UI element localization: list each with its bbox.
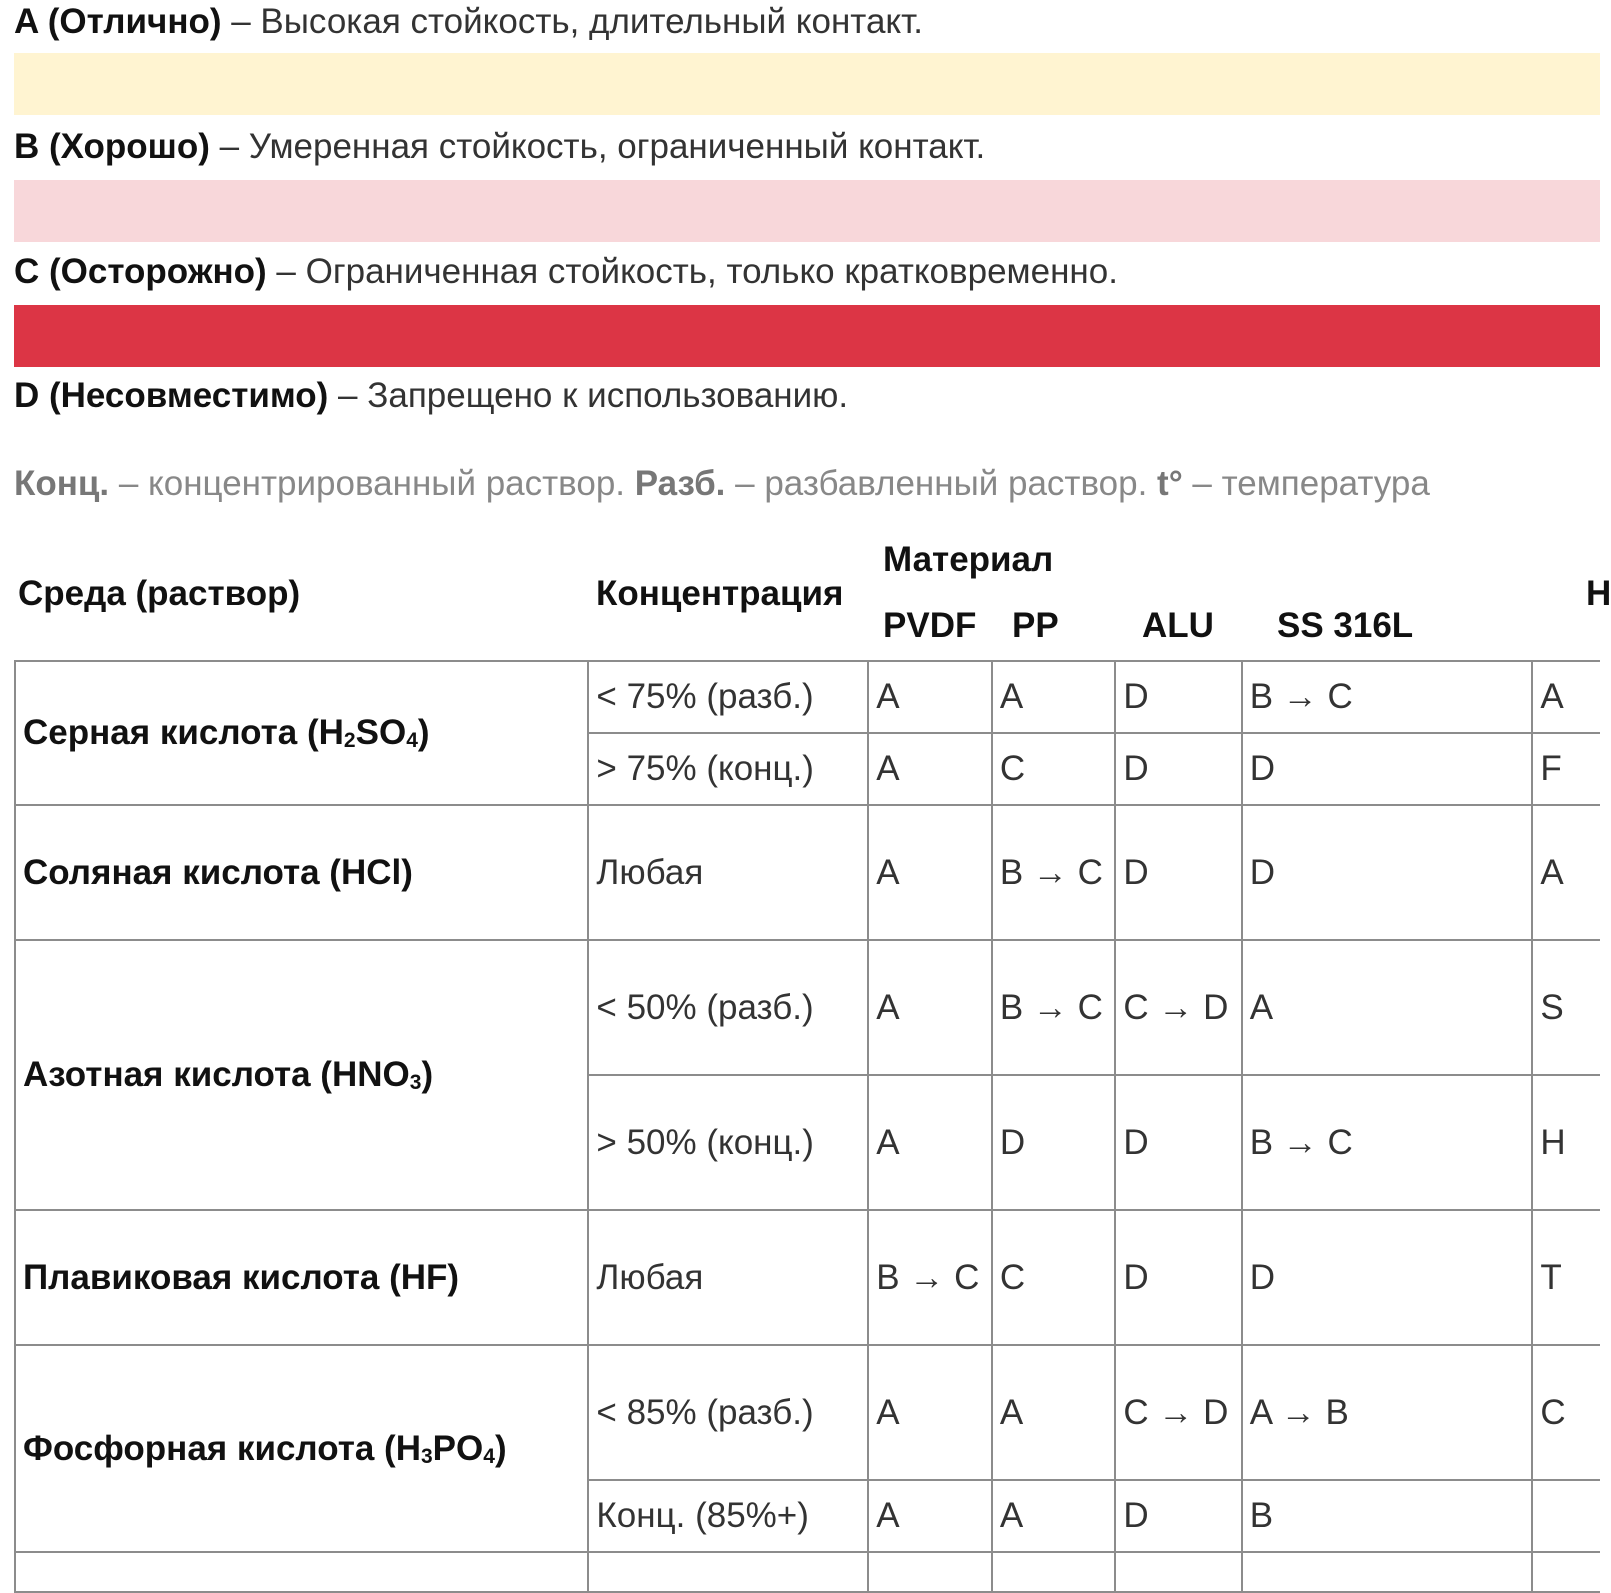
pvdf-cell: A: [868, 1480, 992, 1552]
legend-c-band: [14, 305, 1600, 367]
legend-b-term: B (Хорошо): [14, 127, 210, 166]
ss316l-cell: D: [1242, 805, 1533, 940]
medium-cell: Плавиковая кислота (HF): [15, 1210, 588, 1345]
ss316l-cell: D: [1242, 733, 1533, 805]
medium-cell: Серная кислота $(H_2SO_4)$: [15, 661, 588, 805]
header-medium: Среда (раствор): [18, 574, 301, 613]
table-row-partial: [15, 1552, 1600, 1592]
pvdf-cell: A: [868, 1345, 992, 1480]
legend-a-term: A (Отлично): [14, 2, 222, 41]
concentration-cell: Конц. (85%+): [588, 1480, 868, 1552]
legend-d-desc: – Запрещено к использованию.: [328, 376, 849, 415]
legend-c-desc: – Ограниченная стойкость, только кратковременно.: [266, 252, 1118, 291]
extra-cell: A: [1532, 805, 1600, 940]
ss316l-cell: B → C: [1242, 661, 1533, 733]
pvdf-cell: A: [868, 661, 992, 733]
header-alu: ALU: [1142, 606, 1214, 645]
note-t-term: t°: [1157, 464, 1183, 503]
concentration-cell: Любая: [588, 805, 868, 940]
legend-c: [14, 250, 1118, 294]
alu-cell: D: [1115, 1210, 1241, 1345]
extra-cell: F: [1532, 733, 1600, 805]
ss316l-cell: D: [1242, 1210, 1533, 1345]
note-konc-term: Конц.: [14, 464, 110, 503]
legend-b-band: [14, 180, 1600, 242]
legend-b: [14, 125, 985, 169]
table-row: [15, 661, 1600, 733]
alu-cell: D: [1115, 661, 1241, 733]
pp-cell: B → C: [992, 940, 1116, 1075]
legend-b-desc: – Умеренная стойкость, ограниченный контакт.: [209, 127, 986, 166]
extra-cell: T: [1532, 1210, 1600, 1345]
table-row: [15, 1345, 1600, 1480]
note-konc-desc: – концентрированный раствор.: [109, 464, 635, 503]
note-razb-term: Разб.: [634, 464, 726, 503]
concentration-cell: < 50% (разб.): [588, 940, 868, 1075]
medium-cell: Фосфорная кислота $(H_3PO_4)$: [15, 1345, 588, 1552]
header-ss316l: SS 316L: [1277, 606, 1414, 645]
header-pp: PP: [1012, 606, 1059, 645]
concentration-cell: > 50% (конц.): [588, 1075, 868, 1210]
concentration-cell: > 75% (конц.): [588, 733, 868, 805]
alu-cell: D: [1115, 733, 1241, 805]
alu-cell: D: [1115, 1480, 1241, 1552]
header-pvdf: PVDF: [883, 606, 977, 645]
legend-a: [14, 0, 923, 44]
alu-cell: D: [1115, 805, 1241, 940]
extra-cell: Н: [1532, 1075, 1600, 1210]
header-concentration: Концентрация: [596, 574, 844, 613]
compatibility-table: [14, 660, 1600, 1593]
concentration-cell: < 75% (разб.): [588, 661, 868, 733]
pp-cell: C: [992, 1210, 1116, 1345]
header-extra-column: Н: [1586, 574, 1611, 613]
alu-cell: D: [1115, 1075, 1241, 1210]
table-row: [15, 1210, 1600, 1345]
extra-cell: [1532, 1480, 1600, 1552]
legend-d-term: D (Несовместимо): [14, 376, 329, 415]
extra-cell: C: [1532, 1345, 1600, 1480]
concentration-cell: < 85% (разб.): [588, 1345, 868, 1480]
ss316l-cell: A: [1242, 940, 1533, 1075]
pp-cell: C: [992, 733, 1116, 805]
pp-cell: A: [992, 1345, 1116, 1480]
pvdf-cell: A: [868, 805, 992, 940]
ss316l-cell: B: [1242, 1480, 1533, 1552]
table-row: [15, 940, 1600, 1075]
medium-cell: Соляная кислота (HCl): [15, 805, 588, 940]
pvdf-cell: A: [868, 940, 992, 1075]
concentration-cell: Любая: [588, 1210, 868, 1345]
medium-cell: Азотная кислота $(HNO_3)$: [15, 940, 588, 1210]
extra-cell: S: [1532, 940, 1600, 1075]
abbreviation-note: [14, 462, 1430, 506]
pp-cell: A: [992, 661, 1116, 733]
ss316l-cell: B → C: [1242, 1075, 1533, 1210]
pvdf-cell: A: [868, 733, 992, 805]
alu-cell: C → D: [1115, 940, 1241, 1075]
note-t-desc: – температура: [1182, 464, 1430, 503]
alu-cell: C → D: [1115, 1345, 1241, 1480]
table-row: [15, 805, 1600, 940]
legend-d: [14, 374, 848, 418]
note-razb-desc: – разбавленный раствор.: [725, 464, 1158, 503]
extra-cell: A: [1532, 661, 1600, 733]
legend-c-term: C (Осторожно): [14, 252, 267, 291]
header-material: Материал: [883, 540, 1054, 579]
legend-a-band: [14, 53, 1600, 115]
legend-a-desc: – Высокая стойкость, длительный контакт.: [221, 2, 923, 41]
pvdf-cell: B → C: [868, 1210, 992, 1345]
pp-cell: A: [992, 1480, 1116, 1552]
pp-cell: B → C: [992, 805, 1116, 940]
ss316l-cell: A → B: [1242, 1345, 1533, 1480]
pp-cell: D: [992, 1075, 1116, 1210]
pvdf-cell: A: [868, 1075, 992, 1210]
